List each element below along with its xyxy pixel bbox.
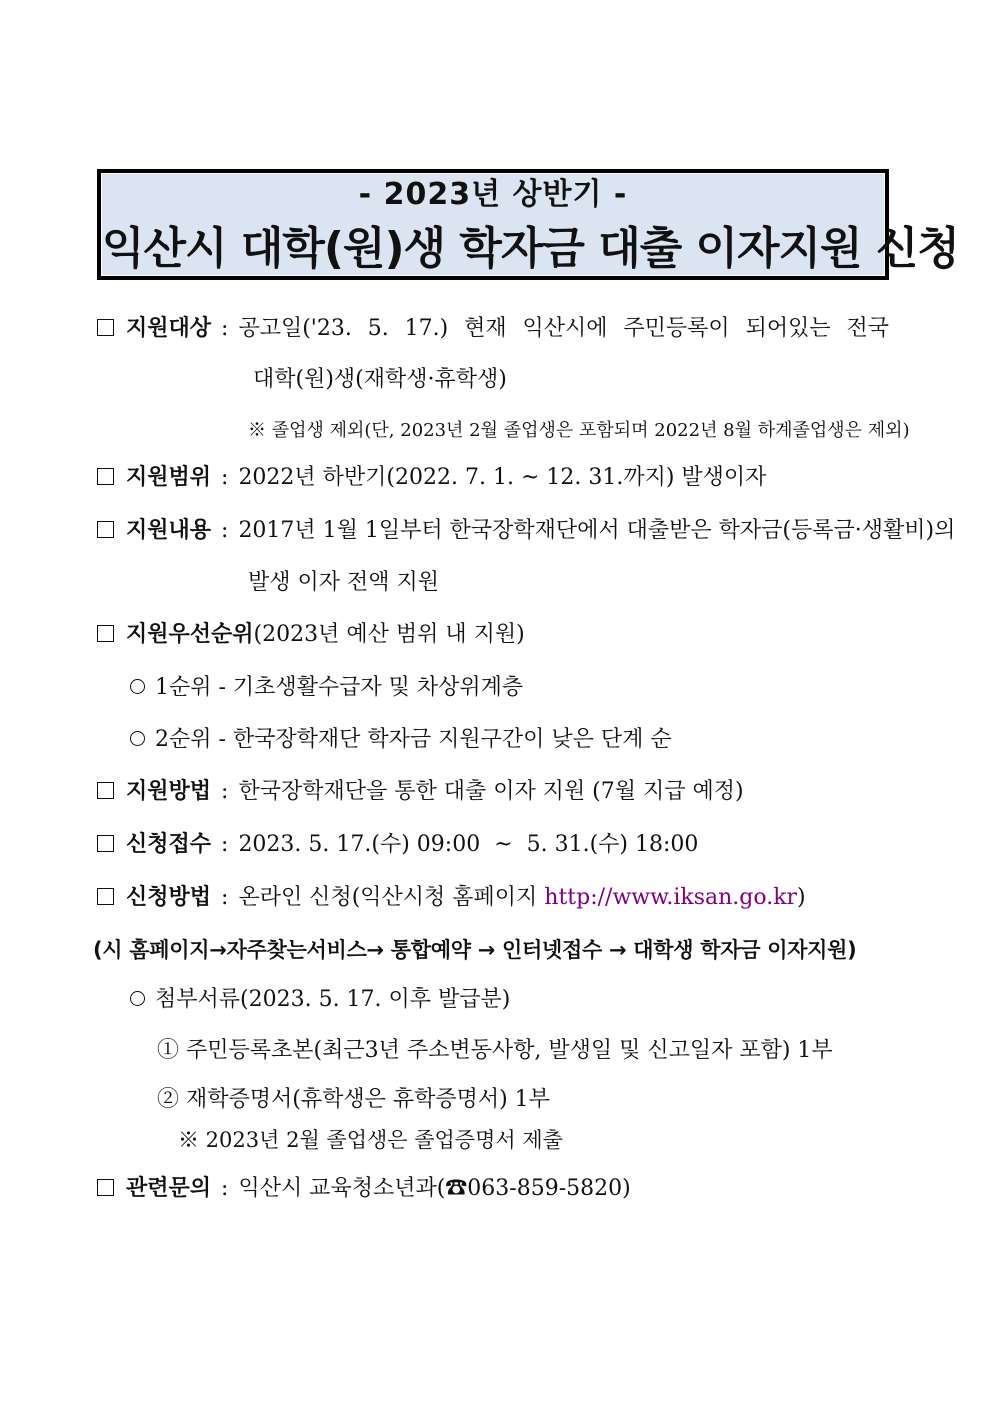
apply-text-end: ) <box>797 885 806 910</box>
priority-item-text: 1순위 - 기초생활수급자 및 차상위계층 <box>155 675 524 700</box>
doc-item: ② 재학증명서(휴학생은 휴학증명서) 1부 <box>157 1087 550 1112</box>
title-box <box>97 169 959 280</box>
docs-heading-row <box>130 985 510 1015</box>
priority-item <box>130 725 672 755</box>
target-line1: 공고일('23. 5. 17.) 현재 익산시에 주민등록이 되어있는 전국 <box>238 316 889 341</box>
checkbox-square-icon <box>97 1179 114 1196</box>
content-line2: 발생 이자 전액 지원 <box>248 570 439 595</box>
checkbox-square-icon <box>97 319 114 336</box>
bullet-circle-icon <box>130 991 145 1006</box>
checkbox-square-icon <box>97 625 114 642</box>
priority-item <box>130 673 523 703</box>
content-heading: 지원내용 <box>126 518 212 543</box>
contact-text: 익산시 교육청소년과(☎063-859-5820) <box>238 1176 631 1201</box>
title-main: 익산시 대학(원)생 학자금 대출 이자지원 신청 <box>102 223 959 274</box>
title-subtitle: - 2023년 상반기 - <box>358 177 628 212</box>
checkbox-square-icon <box>97 835 114 852</box>
docs-heading: 첨부서류(2023. 5. 17. 이후 발급분) <box>155 987 511 1012</box>
scope-row: 지원범위 : 2022년 하반기(2022. 7. 1. ~ 12. 31.까지) 발생이자 <box>97 463 766 493</box>
priority-suffix: (2023년 예산 범위 내 지원) <box>253 622 525 647</box>
apply-path: (시 홈페이지→자주찾는서비스→ 통합예약 → 인터넷접수 → 대학생 학자금 이자지원) <box>93 938 857 962</box>
bullet-circle-icon <box>130 731 145 746</box>
target-row <box>97 314 889 344</box>
target-head: 지원대상 : <box>97 314 238 344</box>
doc-item: ① 주민등록초본(최근3년 주소변동사항, 발생일 및 신고일자 포함) 1부 <box>157 1038 833 1063</box>
apply-heading: 신청방법 <box>126 885 212 910</box>
checkbox-square-icon <box>97 782 114 799</box>
method-row: 지원방법 : 한국장학재단을 통한 대출 이자 지원 (7월 지급 예정) <box>97 777 744 807</box>
apply-row: 신청방법 : 온라인 신청(익산시청 홈페이지 http://www.iksan.go.kr) <box>97 883 806 913</box>
period-text: 2023. 5. 17.(수) 09:00 ~ 5. 31.(수) 18:00 <box>238 832 699 857</box>
checkbox-square-icon <box>97 888 114 905</box>
period-row: 신청접수 : 2023. 5. 17.(수) 09:00 ~ 5. 31.(수) 18:00 <box>97 830 698 860</box>
contact-row: 관련문의 : 익산시 교육청소년과(☎063-859-5820) <box>97 1174 631 1204</box>
bullet-circle-icon <box>130 679 145 694</box>
target-heading: 지원대상 <box>126 316 212 341</box>
contact-heading: 관련문의 <box>126 1176 212 1201</box>
period-heading: 신청접수 <box>126 832 212 857</box>
priority-heading: 지원우선순위 <box>126 622 254 647</box>
apply-text: 온라인 신청(익산시청 홈페이지 <box>238 885 545 910</box>
checkbox-square-icon <box>97 468 114 485</box>
target-note: ※ 졸업생 제외(단, 2023년 2월 졸업생은 포함되며 2022년 8월 하계졸업생은 제외) <box>248 420 910 441</box>
checkbox-square-icon <box>97 521 114 538</box>
homepage-link[interactable]: http://www.iksan.go.kr <box>544 885 798 910</box>
scope-heading: 지원범위 <box>126 465 212 490</box>
scope-text: 2022년 하반기(2022. 7. 1. ~ 12. 31.까지) 발생이자 <box>238 465 767 490</box>
method-text: 한국장학재단을 통한 대출 이자 지원 (7월 지급 예정) <box>238 779 744 804</box>
content-line1: 2017년 1월 1일부터 한국장학재단에서 대출받은 학자금(등록금·생활비)의 <box>238 518 956 543</box>
priority-item-text: 2순위 - 한국장학재단 학자금 지원구간이 낮은 단계 순 <box>155 727 672 752</box>
method-heading: 지원방법 <box>126 779 212 804</box>
priority-row <box>97 620 525 650</box>
content-row: 지원내용 : 2017년 1월 1일부터 한국장학재단에서 대출받은 학자금(등록금·생활비)의 <box>97 516 889 546</box>
docs-note: ※ 2023년 2월 졸업생은 졸업증명서 제출 <box>178 1128 563 1152</box>
title-inner <box>101 173 959 276</box>
target-line2: 대학(원)생(재학생·휴학생) <box>253 367 507 392</box>
